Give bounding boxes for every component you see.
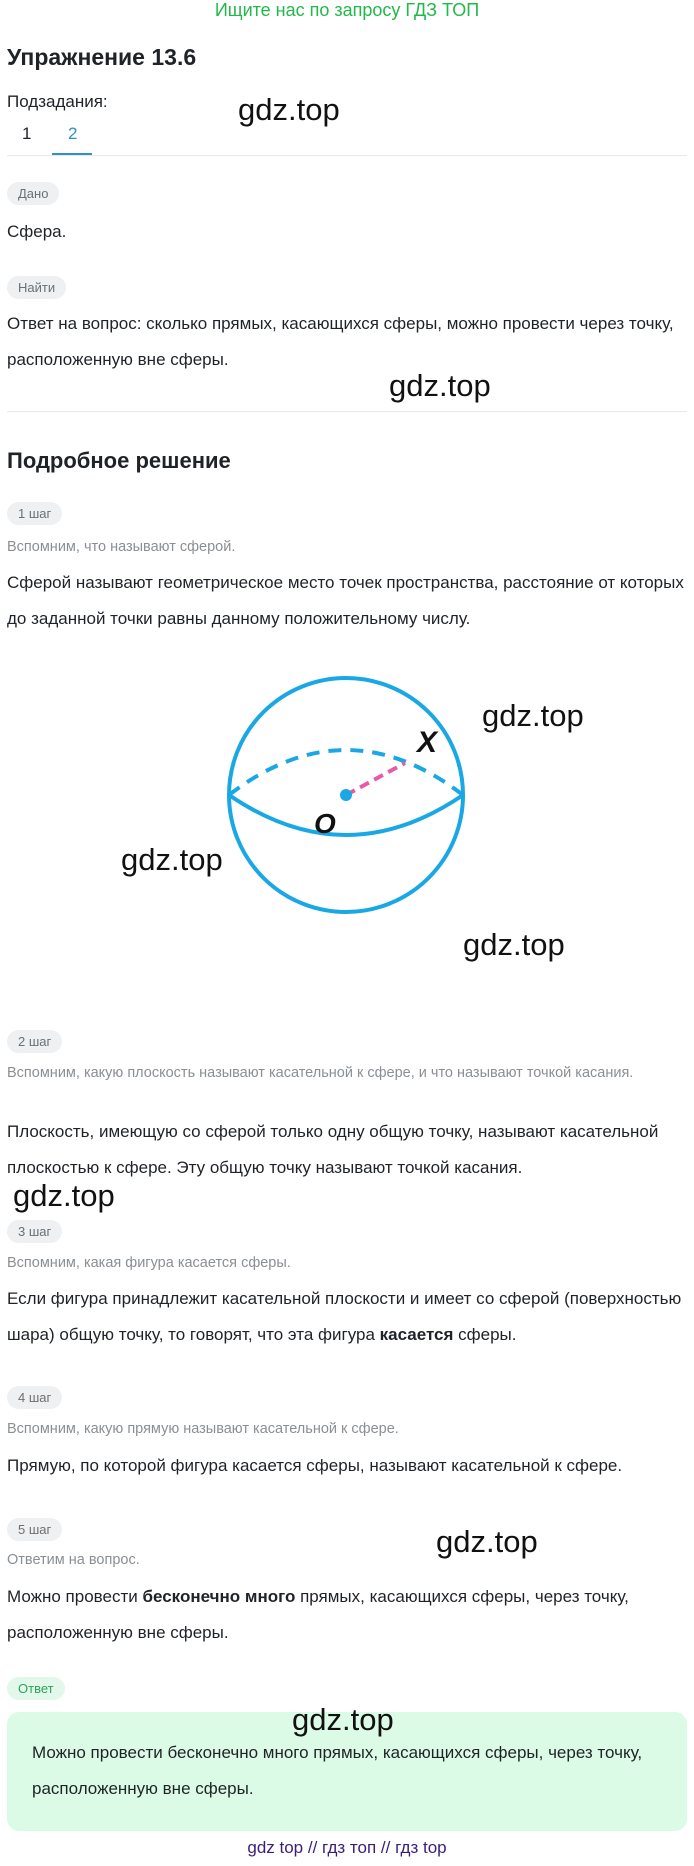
answer-chip: Ответ (7, 1677, 65, 1700)
footer-separator: // (307, 1838, 318, 1857)
tab-subtask-2[interactable]: 2 (68, 124, 78, 143)
center-point (340, 789, 352, 801)
watermark: gdz.top (463, 927, 565, 962)
step-5-text: Можно провести бесконечно много прямых, касающихся сферы, через точку, расположенную вне сферы. (7, 1587, 629, 1642)
step-2-chip: 2 шаг (7, 1030, 62, 1053)
label-x: X (417, 726, 438, 759)
footer-links (0, 1838, 694, 1858)
footer-link-gdz-top[interactable]: gdz top (247, 1838, 304, 1857)
label-o: O (314, 808, 336, 839)
step-1-chip: 1 шаг (7, 502, 62, 525)
step-5-bold: бесконечно много (142, 1587, 296, 1606)
footer-link-gdz-top-cyr[interactable]: гдз топ (322, 1838, 377, 1857)
step-4-chip: 4 шаг (7, 1386, 62, 1409)
step-3-hint: Вспомним, какая фигура касается сферы. (7, 1255, 291, 1271)
step-2-hint: Вспомним, какую плоскость называют касательной к сфере, и что называют точкой касания. (7, 1065, 634, 1081)
divider (7, 155, 687, 156)
step-2-text: Плоскость, имеющую со сферой только одну общую точку, называют касательной плоскостью к сфере. Эту общую точку называют точкой касания. (7, 1122, 659, 1177)
step-4-hint: Вспомним, какую прямую называют касательной к сфере. (7, 1421, 399, 1437)
sphere-radius (346, 763, 405, 795)
answer-text: Можно провести бесконечно много прямых, касающихся сферы, через точку, расположенную вне сферы. (32, 1743, 643, 1798)
watermark: gdz.top (121, 842, 223, 877)
watermark: gdz.top (238, 92, 340, 127)
watermark: gdz.top (482, 698, 584, 733)
watermark: gdz.top (436, 1524, 538, 1559)
tab-subtask-1[interactable]: 1 (22, 124, 32, 143)
find-chip: Найти (7, 276, 66, 299)
step-3-text: Если фигура принадлежит касательной плоскости и имеет со сферой (поверхностью шара) общую точку, то говорят, что эта фигура касается сферы. (7, 1289, 682, 1344)
step-1-text: Сферой называют геометрическое место точек пространства, расстояние от которых до заданной точки равны данному положительному числу. (7, 573, 684, 628)
footer-separator: // (380, 1838, 391, 1857)
subtasks-label: Подзадания: (7, 92, 108, 111)
solution-title: Подробное решение (7, 448, 231, 473)
sphere-figure (200, 660, 500, 930)
search-banner: Ищите нас по запросу ГДЗ ТОП (214, 0, 480, 20)
given-chip: Дано (7, 182, 59, 205)
step-3-bold: касается (379, 1325, 454, 1344)
page-title: Упражнение 13.6 (7, 44, 197, 70)
step-3-chip: 3 шаг (7, 1220, 62, 1243)
watermark: gdz.top (292, 1702, 394, 1737)
given-text: Сфера. (7, 222, 67, 241)
divider (7, 411, 687, 412)
footer-link-gdz-top-mixed[interactable]: гдз top (395, 1838, 447, 1857)
step-5-hint: Ответим на вопрос. (7, 1552, 140, 1568)
watermark: gdz.top (389, 368, 491, 403)
watermark: gdz.top (13, 1178, 115, 1213)
step-5-chip: 5 шаг (7, 1518, 62, 1541)
step-1-hint: Вспомним, что называют сферой. (7, 539, 236, 555)
find-text: Ответ на вопрос: сколько прямых, касающихся сферы, можно провести через точку, расположенную вне сферы. (7, 314, 674, 369)
step-4-text: Прямую, по которой фигура касается сферы, называют касательной к сфере. (7, 1456, 623, 1475)
